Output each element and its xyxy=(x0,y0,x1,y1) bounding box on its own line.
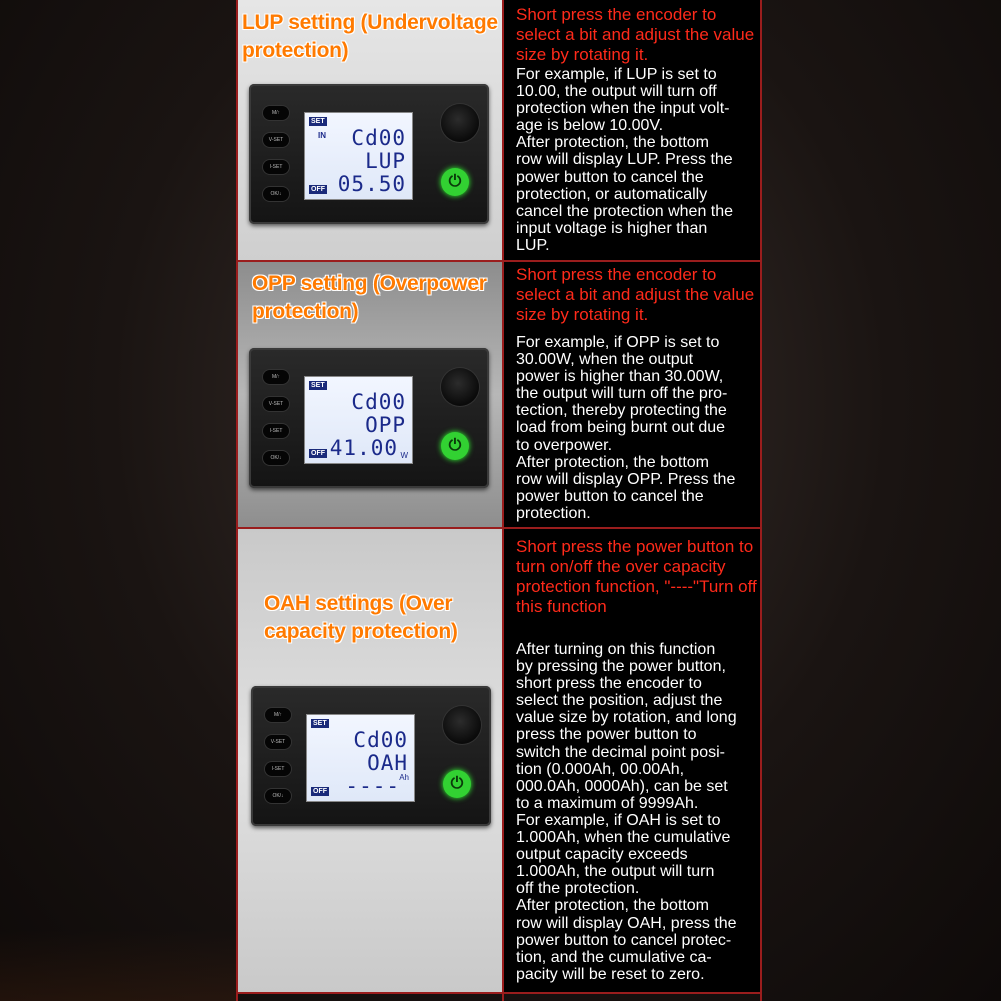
lcd-screen xyxy=(304,112,413,200)
lcd-line-1: Cd00 xyxy=(353,728,408,752)
in-indicator: IN xyxy=(318,131,326,140)
opp-description: For example, if OPP is set to 30.00W, when the output power is higher than 30.00W, the output will turn off the pro- tection, thereby protecting the load from being burnt out due to overpower. After protection, the bottom row will display OPP. Press the power button to cancel the protection. xyxy=(516,334,736,522)
set-indicator: SET xyxy=(311,118,325,125)
off-indicator: OFF xyxy=(313,788,327,795)
ok-down-button: OK/↓ xyxy=(263,187,289,201)
i-set-button: I-SET xyxy=(263,160,289,174)
unit-label: Ah xyxy=(399,773,409,782)
m-up-button: M/↑ xyxy=(263,106,289,120)
opp-device xyxy=(249,348,489,488)
encoder-knob xyxy=(441,104,479,142)
lcd-line-3: 41.00 xyxy=(329,436,398,460)
oah-device xyxy=(251,686,491,826)
m-up-button: M/↑ xyxy=(265,708,291,722)
lcd-line-3: ---- xyxy=(345,774,400,798)
v-set-button: V-SET xyxy=(263,397,289,411)
set-indicator: SET xyxy=(311,382,325,389)
row-divider xyxy=(236,260,762,262)
oah-instruction: Short press the power button to turn on/off the over capacity protection function, "----"Turn off this function xyxy=(516,537,757,616)
i-set-button: I-SET xyxy=(263,424,289,438)
lup-instruction: Short press the encoder to select a bit and adjust the value size by rotating it. xyxy=(516,5,755,64)
table-border-left xyxy=(236,0,238,1001)
lup-device xyxy=(249,84,489,224)
ok-down-button: OK/↓ xyxy=(265,789,291,803)
power-button-icon: ⏻ xyxy=(441,168,469,196)
off-indicator: OFF xyxy=(311,450,325,457)
lcd-line-2: OAH xyxy=(367,751,408,775)
opp-instruction: Short press the encoder to select a bit and adjust the value size by rotating it. xyxy=(516,265,755,324)
lcd-screen xyxy=(304,376,413,464)
ok-down-button: OK/↓ xyxy=(263,451,289,465)
lcd-screen xyxy=(306,714,415,802)
lup-heading: LUP setting (Undervoltage protection) xyxy=(242,11,498,62)
row-divider xyxy=(236,992,762,994)
opp-heading: OPP setting (Overpower protection) xyxy=(252,272,487,323)
set-indicator: SET xyxy=(313,720,327,727)
power-button-icon: ⏻ xyxy=(441,432,469,460)
v-set-button: V-SET xyxy=(263,133,289,147)
oah-description: After turning on this function by pressing the power button, short press the encoder to select the position, adjust the value size by rotation, and long press the power button to switch the decimal point posi- tion (0.000Ah, 00.00Ah, 000.0Ah, 0000Ah), can be set to a maximum of 9999Ah. For example, if OAH is set to 1.000Ah, when the cumulative output capacity exceeds 1.000Ah, the output will turn off the protection. After protection, the bottom row will display OAH, press the power button to cancel protec- tion, and the cumulative ca- pacity will be reset to zero. xyxy=(516,641,737,983)
lcd-line-2: OPP xyxy=(365,413,406,437)
lcd-line-1: Cd00 xyxy=(351,390,406,414)
background-glow xyxy=(0,930,236,1001)
encoder-knob xyxy=(443,706,481,744)
table-border-middle xyxy=(502,0,504,1001)
off-indicator: OFF xyxy=(311,186,325,193)
power-button-icon: ⏻ xyxy=(443,770,471,798)
lcd-line-2: LUP xyxy=(365,149,406,173)
table-border-right xyxy=(760,0,762,1001)
encoder-knob xyxy=(441,368,479,406)
m-up-button: M/↑ xyxy=(263,370,289,384)
lcd-line-3: 05.50 xyxy=(337,172,406,196)
unit-label: W xyxy=(400,451,408,460)
i-set-button: I-SET xyxy=(265,762,291,776)
row-divider xyxy=(236,527,762,529)
v-set-button: V-SET xyxy=(265,735,291,749)
lcd-line-1: Cd00 xyxy=(351,126,406,150)
lup-description: For example, if LUP is set to 10.00, the output will turn off protection when the input volt- age is below 10.00V. After protection, the bottom row will display LUP. Press the power button to cancel the protection, or automatically cancel the protection when the input voltage is higher than LUP. xyxy=(516,66,734,254)
oah-heading: OAH settings (Over capacity protection) xyxy=(264,592,458,643)
